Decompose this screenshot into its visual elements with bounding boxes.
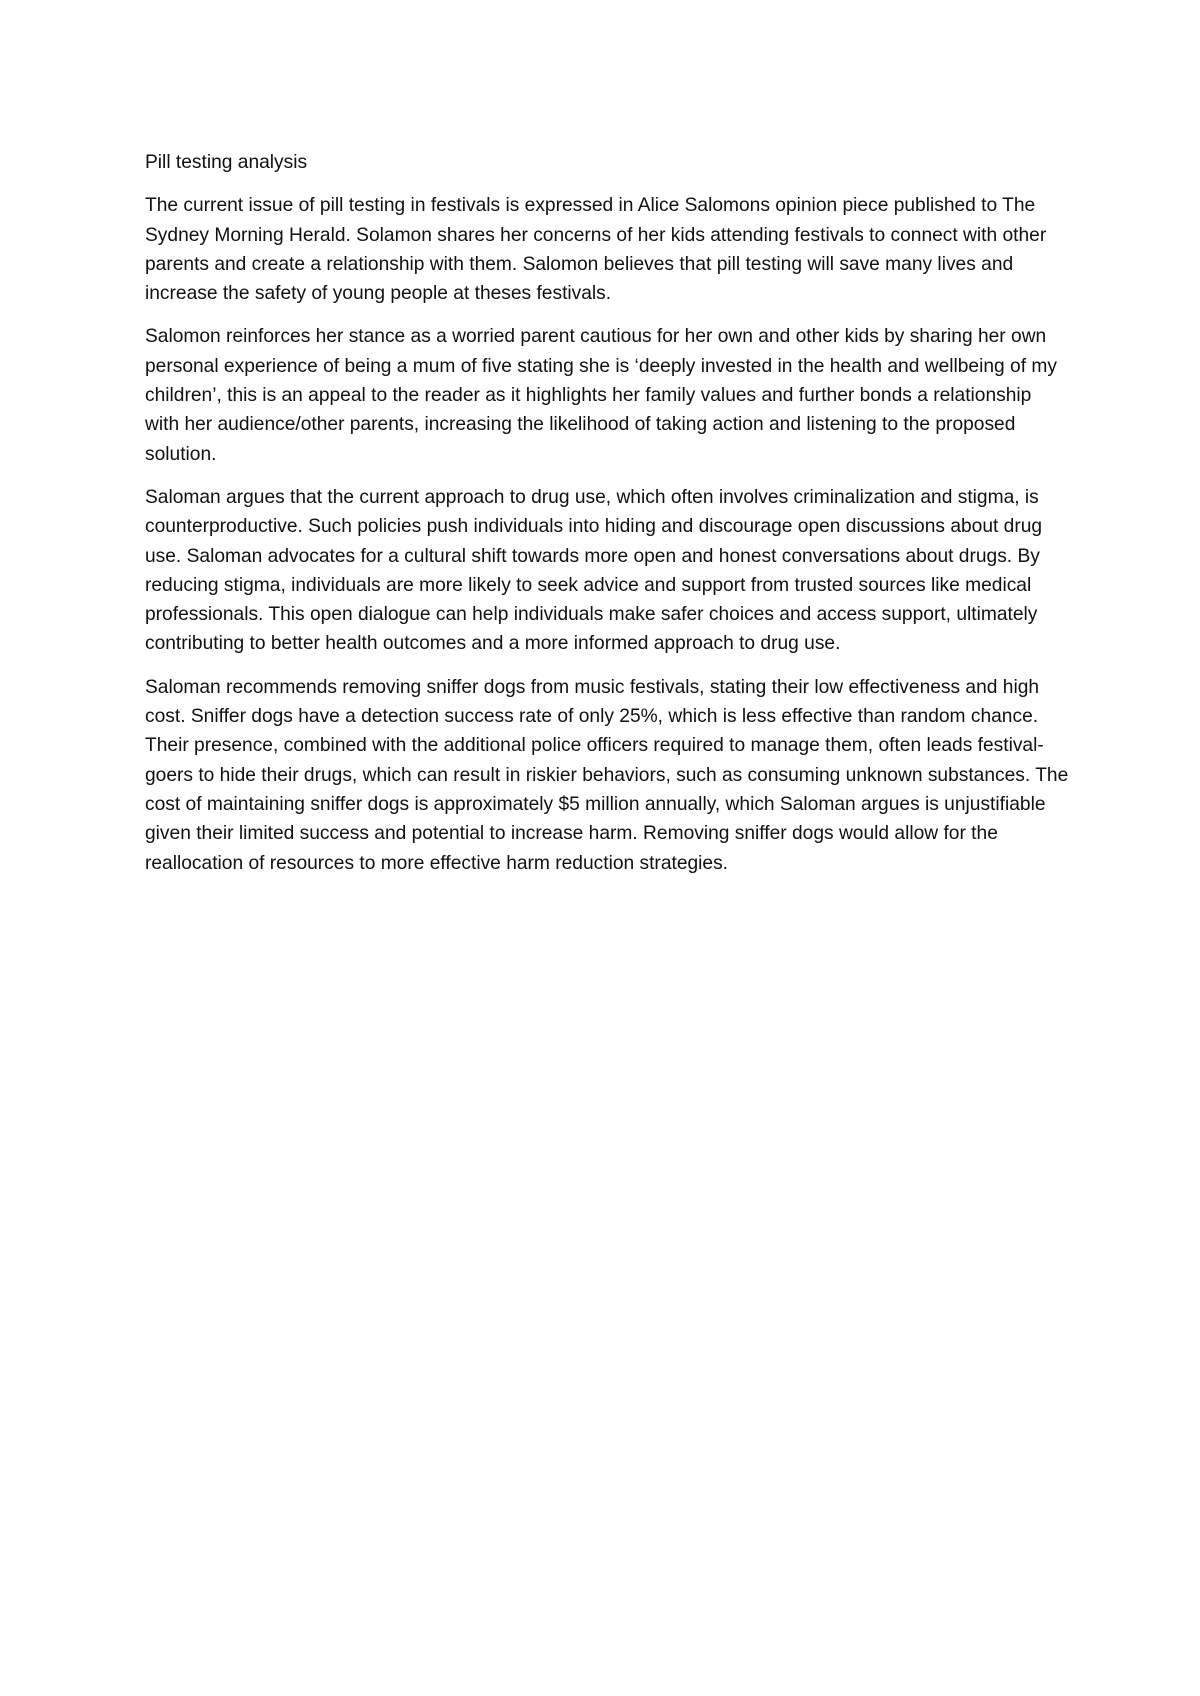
paragraph-3: Saloman argues that the current approach to drug use, which often involves criminalization and stigma, is counterproductive. Such policies push individuals into hiding and discourage open discussions about drug use. Saloman advocates for a cultural shift towards more open and honest conversations about drugs. By reducing stigma, individuals are more likely to seek advice and support from trusted sources like medical professionals. This open dialogue can help individuals make safer choices and access support, ultimately contributing to better health outcomes and a more informed approach to drug use. xyxy=(145,486,1043,655)
paragraph-1: The current issue of pill testing in festivals is expressed in Alice Salomons opinion piece published to The Sydney Morning Herald. Solamon shares her concerns of her kids attending festivals to connect with other parents and create a relationship with them. Salomon believes that pill testing will save many lives and increase the safety of young people at theses festivals. xyxy=(145,195,1047,305)
paragraph-2: Salomon reinforces her stance as a worried parent cautious for her own and other kids by sharing her own personal experience of being a mum of five stating she is ‘deeply invested in the health and wellbeing of my children’, this is an appeal to the reader as it highlights her family values and further bonds a relationship with her audience/other parents, increasing the likelihood of taking action and listening to the proposed solution. xyxy=(145,326,1057,465)
document-title: Pill testing analysis xyxy=(145,152,308,173)
paragraph-4: Saloman recommends removing sniffer dogs from music festivals, stating their low effectiveness and high cost. Sniffer dogs have a detection success rate of only 25%, which is less effective than random chance. Their presence, combined with the additional police officers required to manage them, often leads festival-goers to hide their drugs, which can result in riskier behaviors, such as consuming unknown substances. The cost of maintaining sniffer dogs is approximately $5 million annually, which Saloman argues is unjustifiable given their limited success and potential to increase harm. Removing sniffer dogs would allow for the reallocation of resources to more effective harm reduction strategies. xyxy=(145,676,1069,874)
document-body xyxy=(145,148,1070,892)
